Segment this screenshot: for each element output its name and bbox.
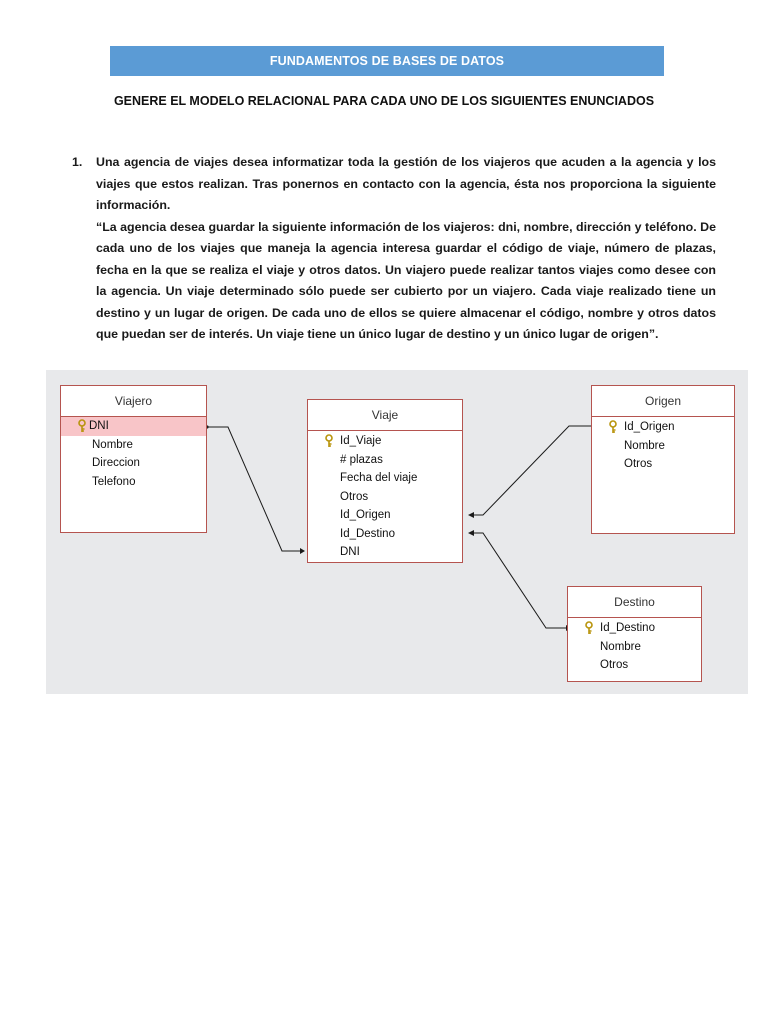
field-label: Id_Destino xyxy=(600,622,655,635)
table-viajero[interactable] xyxy=(60,385,207,533)
field-label: Id_Origen xyxy=(340,509,391,522)
field-foreign-key[interactable] xyxy=(308,525,462,544)
field-label: Telefono xyxy=(92,475,136,488)
field[interactable] xyxy=(61,473,206,492)
field[interactable] xyxy=(592,437,734,456)
field[interactable] xyxy=(61,454,206,473)
field-label: # plazas xyxy=(340,453,383,466)
field[interactable] xyxy=(568,656,701,675)
exercise-item xyxy=(72,152,716,346)
field-label: Nombre xyxy=(92,438,133,451)
field-foreign-key[interactable] xyxy=(308,506,462,525)
link-viajero-viaje xyxy=(207,427,300,551)
field[interactable] xyxy=(308,469,462,488)
exercise-quote: “La agencia desea guardar la siguiente información de los viajeros: dni, nombre, dirección y teléfono. De cada uno de los viajes que maneja la agencia interesa guardar el código de viaje, número de plazas, fecha en la que se realiza el viaje y otros datos. Un viajero puede realizar tantos viajes como desee con la agencia. Un viaje determinado sólo puede ser cubierto por un viajero. Cada viaje realizado tiene un destino y un lugar de origen. De cada uno de ellos se quiere almacenar el código, nombre y otros datos que puedan ser de interés. Un viaje tiene un único lugar de destino y un único lugar de origen”. xyxy=(96,219,716,341)
field-primary-key[interactable] xyxy=(61,417,206,436)
assignment-heading: GENERE EL MODELO RELACIONAL PARA CADA UNO DE LOS SIGUIENTES ENUNCIADOS xyxy=(113,94,655,108)
field-label: Id_Viaje xyxy=(340,435,382,448)
key-icon xyxy=(584,621,594,635)
field-label: Id_Destino xyxy=(340,527,395,540)
item-number: 1. xyxy=(72,155,83,169)
field-primary-key[interactable] xyxy=(308,432,462,451)
field-primary-key[interactable] xyxy=(592,418,734,437)
key-icon xyxy=(77,419,87,433)
key-icon xyxy=(608,420,618,434)
field-label: Otros xyxy=(624,458,653,471)
table-title: Viaje xyxy=(308,400,462,431)
field-label: Nombre xyxy=(600,640,641,653)
field-label: Nombre xyxy=(624,439,665,452)
field[interactable] xyxy=(568,638,701,657)
field[interactable] xyxy=(308,488,462,507)
table-title: Destino xyxy=(568,587,701,618)
field-primary-key[interactable] xyxy=(568,619,701,638)
table-origen[interactable] xyxy=(591,385,735,534)
field-label: DNI xyxy=(89,420,109,433)
field-label: Otros xyxy=(600,659,629,672)
field-label: Otros xyxy=(340,490,369,503)
field-label: Id_Origen xyxy=(624,421,675,434)
exercise-intro: Una agencia de viajes desea informatizar toda la gestión de los viajeros que acuden a la agencia y los viajes que estos realizan. Tras ponernos en contacto con la agencia, ésta nos proporciona la siguiente información. xyxy=(96,155,716,212)
field-label: Fecha del viaje xyxy=(340,472,418,485)
field[interactable] xyxy=(61,436,206,455)
course-banner: FUNDAMENTOS DE BASES DE DATOS xyxy=(110,46,664,76)
field-label: DNI xyxy=(340,546,360,559)
link-viaje-origen xyxy=(470,426,591,515)
field[interactable] xyxy=(308,451,462,470)
link-viaje-destino xyxy=(470,533,566,628)
table-title: Origen xyxy=(592,386,734,417)
table-viaje[interactable] xyxy=(307,399,463,563)
field-label: Direccion xyxy=(92,457,140,470)
table-destino[interactable] xyxy=(567,586,702,682)
relational-diagram xyxy=(46,370,748,694)
table-title: Viajero xyxy=(61,386,206,417)
key-icon xyxy=(324,434,334,448)
field[interactable] xyxy=(592,455,734,474)
field-foreign-key[interactable] xyxy=(308,543,462,562)
